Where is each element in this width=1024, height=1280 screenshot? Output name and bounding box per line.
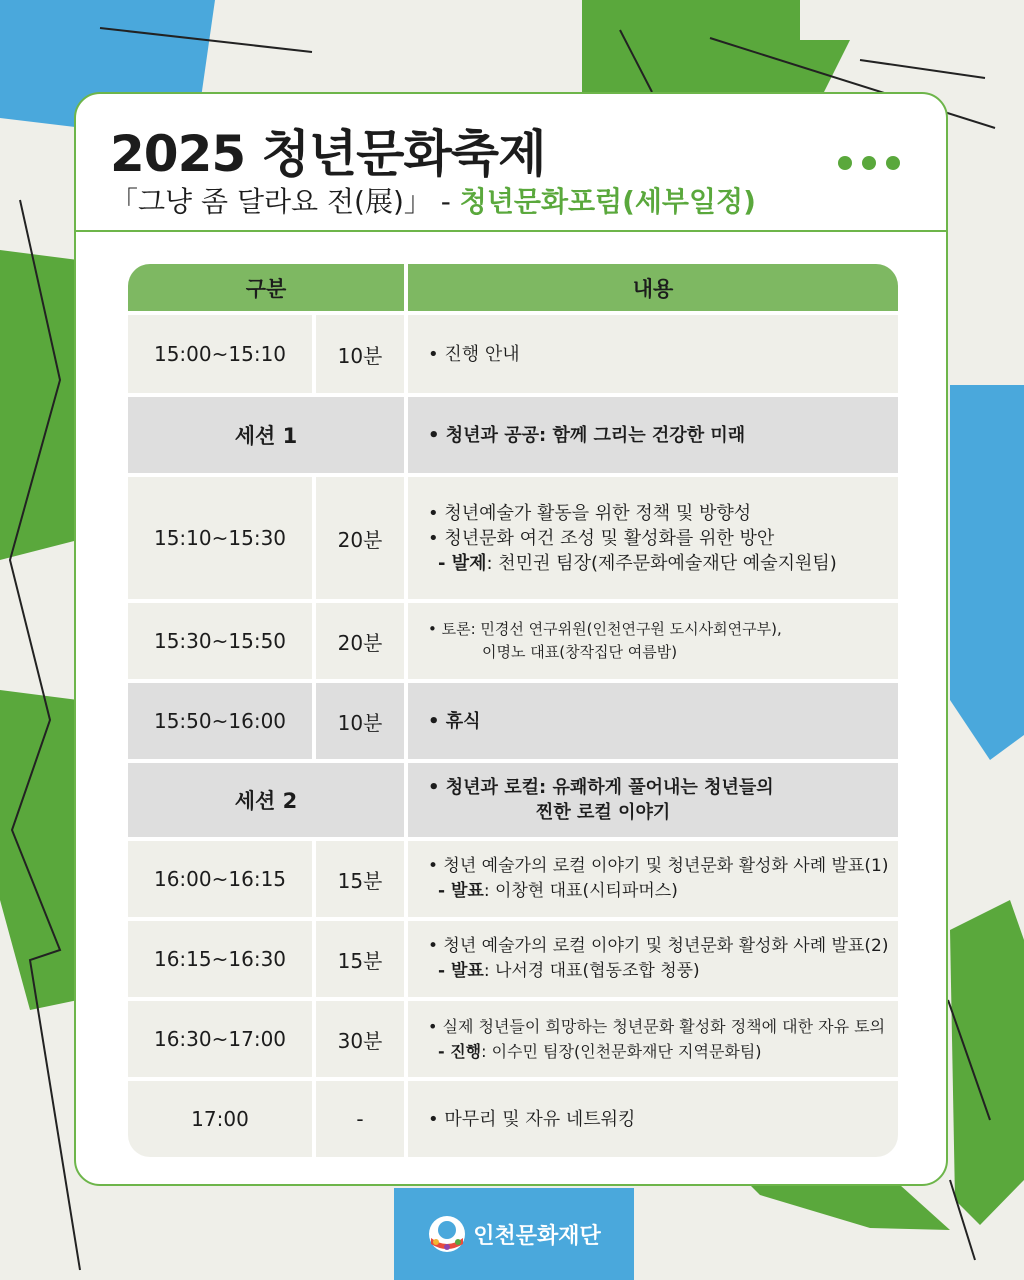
green-shape-top-right	[582, 0, 850, 100]
org-name: 인천문화재단	[473, 1223, 601, 1249]
speaker-line: - 발표: 이창현 대표(시티파머스)	[438, 881, 678, 901]
table-row	[128, 599, 898, 679]
header-division: 구분	[128, 264, 404, 311]
session-topic: • 청년과 로컬: 유쾌하게 풀어내는 청년들의 찐한 로컬 이야기	[408, 763, 898, 837]
table-row	[128, 679, 898, 759]
table-row	[128, 473, 898, 599]
green-shape-right-bottom	[950, 900, 1024, 1225]
card-header	[76, 94, 946, 232]
page-title: 2025 청년문화축제	[110, 125, 546, 183]
session-label: 세션 1	[128, 397, 404, 473]
row-duration: 10분	[316, 683, 404, 759]
deco-line	[860, 60, 985, 78]
foundation-logo-icon	[427, 1214, 467, 1254]
session-label: 세션 2	[128, 763, 404, 837]
row-time: 16:00~16:15	[128, 841, 312, 917]
row-content: • 마무리 및 자유 네트워킹	[408, 1081, 898, 1157]
row-time: 16:15~16:30	[128, 921, 312, 997]
row-duration: 10분	[316, 315, 404, 393]
table-row	[128, 311, 898, 393]
table-header	[128, 264, 898, 311]
row-duration: 20분	[316, 477, 404, 599]
table-row	[128, 1077, 898, 1157]
row-duration: 30분	[316, 1001, 404, 1077]
row-content: • 진행 안내	[408, 315, 898, 393]
header-content: 내용	[408, 264, 898, 311]
table-row	[128, 997, 898, 1077]
row-duration: 15분	[316, 841, 404, 917]
speaker-line: - 발표: 나서경 대표(협동조합 청풍)	[438, 961, 700, 981]
subtitle-main: 「그냥 좀 달라요 전(展)」 -	[110, 185, 460, 218]
row-time: 15:30~15:50	[128, 603, 312, 679]
table-row	[128, 917, 898, 997]
page-subtitle	[110, 180, 756, 220]
session-topic: • 청년과 공공: 함께 그리는 건강한 미래	[408, 397, 898, 473]
row-content: • 청년 예술가의 로컬 이야기 및 청년문화 활성화 사례 발표(1) - 발표: 이창현 대표(시티파머스)	[408, 841, 898, 917]
green-shape-left	[0, 250, 78, 560]
row-content: • 청년예술가 활동을 위한 정책 및 방향성 • 청년문화 여건 조성 및 활성화를 위한 방안 - 발제: 천민권 팀장(제주문화예술재단 예술지원팀)	[408, 477, 898, 599]
green-shape-bottom-right	[750, 1185, 950, 1230]
subtitle-accent: 청년문화포럼(세부일정)	[459, 185, 756, 218]
table-row	[128, 837, 898, 917]
speaker-line: - 발제: 천민권 팀장(제주문화예술재단 예술지원팀)	[438, 552, 837, 574]
row-content: • 청년 예술가의 로컬 이야기 및 청년문화 활성화 사례 발표(2) - 발표: 나서경 대표(협동조합 청풍)	[408, 921, 898, 997]
more-dots-icon	[838, 156, 900, 170]
row-duration: 15분	[316, 921, 404, 997]
footer-logo	[394, 1188, 634, 1280]
schedule-table	[128, 264, 898, 1157]
row-time: 17:00	[128, 1081, 312, 1157]
speaker-line: - 진행: 이수민 팀장(인천문화재단 지역문화팀)	[438, 1042, 762, 1061]
row-time: 15:50~16:00	[128, 683, 312, 759]
green-shape-left-mid	[0, 690, 78, 1010]
row-time: 15:10~15:30	[128, 477, 312, 599]
row-duration: 20분	[316, 603, 404, 679]
session-row	[128, 759, 898, 837]
row-duration: -	[316, 1081, 404, 1157]
row-time: 16:30~17:00	[128, 1001, 312, 1077]
row-content: • 실제 청년들이 희망하는 청년문화 활성화 정책에 대한 자유 토의 - 진행: 이수민 팀장(인천문화재단 지역문화팀)	[408, 1001, 898, 1077]
row-time: 15:00~15:10	[128, 315, 312, 393]
row-content: • 토론: 민경선 연구위원(인천연구원 도시사회연구부), 이명노 대표(창작집단 여름밤)	[408, 603, 898, 679]
schedule-card	[74, 92, 948, 1186]
blue-shape-right	[950, 385, 1024, 760]
row-content: • 휴식	[408, 683, 898, 759]
session-row	[128, 393, 898, 473]
